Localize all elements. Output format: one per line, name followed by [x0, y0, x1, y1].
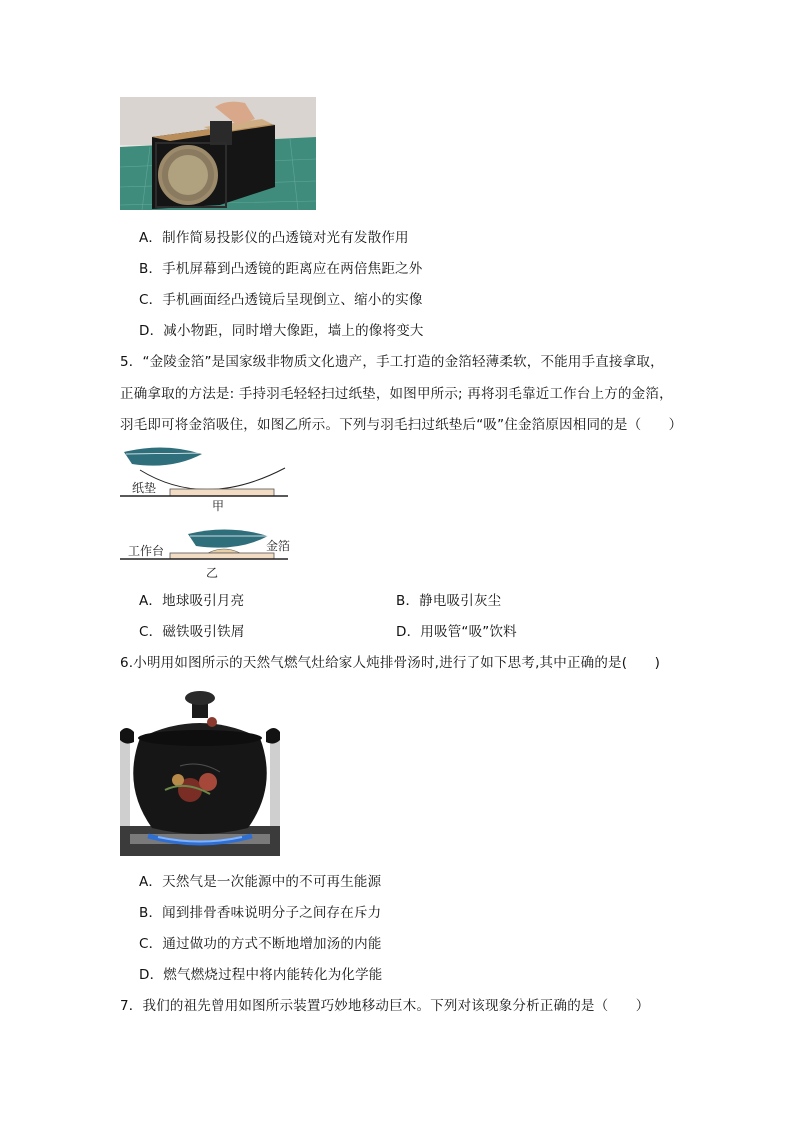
- q5-option-a: A．地球吸引月亮: [139, 593, 245, 609]
- q5-option-b: B．静电吸引灰尘: [396, 593, 502, 609]
- q5-option-d: D．用吸管“吸”饮料: [396, 624, 517, 640]
- caption-a: 甲: [212, 499, 225, 513]
- q4-option-c: C．手机画面经凸透镜后呈现倒立、缩小的实像: [139, 292, 423, 308]
- q6-option-b: B．闻到排骨香味说明分子之间存在斥力: [139, 905, 382, 921]
- q5-stem-line3: 羽毛即可将金箔吸住，如图乙所示。下列与羽毛扫过纸垫后“吸”住金箔原因相同的是（ ）: [120, 417, 683, 433]
- feather-foil-diagram: [120, 440, 295, 582]
- caption-b: 乙: [206, 566, 219, 580]
- q4-option-b: B．手机屏幕到凸透镜的距离应在两倍焦距之外: [139, 261, 423, 277]
- label-paper-pad: 纸垫: [132, 481, 157, 495]
- q6-option-c: C．通过做功的方式不断地增加汤的内能: [139, 936, 382, 952]
- q5-stem-line1: 5．“金陵金箔”是国家级非物质文化遗产，手工打造的金箔轻薄柔软，不能用手直接拿取，: [120, 354, 664, 370]
- q4-option-a: A．制作简易投影仪的凸透镜对光有发散作用: [139, 230, 409, 246]
- q7-stem: 7．我们的祖先曾用如图所示装置巧妙地移动巨木。下列对该现象分析正确的是（ ）: [120, 998, 650, 1014]
- projector-box-photo: [120, 97, 316, 210]
- label-gold-foil: 金箔: [266, 539, 291, 553]
- q4-option-d: D．减小物距，同时增大像距，墙上的像将变大: [139, 323, 424, 339]
- stew-pot-photo: [120, 686, 280, 856]
- feather-icon: [188, 529, 270, 547]
- feather-icon: [124, 447, 204, 465]
- q5-stem-line2: 正确拿取的方法是: 手持羽毛轻轻扫过纸垫，如图甲所示; 再将羽毛靠近工作台上方的金箔，: [120, 386, 673, 402]
- q5-option-c: C．磁铁吸引铁屑: [139, 624, 245, 640]
- q6-option-d: D．燃气燃烧过程中将内能转化为化学能: [139, 967, 383, 983]
- q6-option-a: A．天然气是一次能源中的不可再生能源: [139, 874, 382, 890]
- label-bench: 工作台: [128, 544, 165, 558]
- q6-stem: 6.小明用如图所示的天然气燃气灶给家人炖排骨汤时,进行了如下思考,其中正确的是( ): [120, 655, 661, 671]
